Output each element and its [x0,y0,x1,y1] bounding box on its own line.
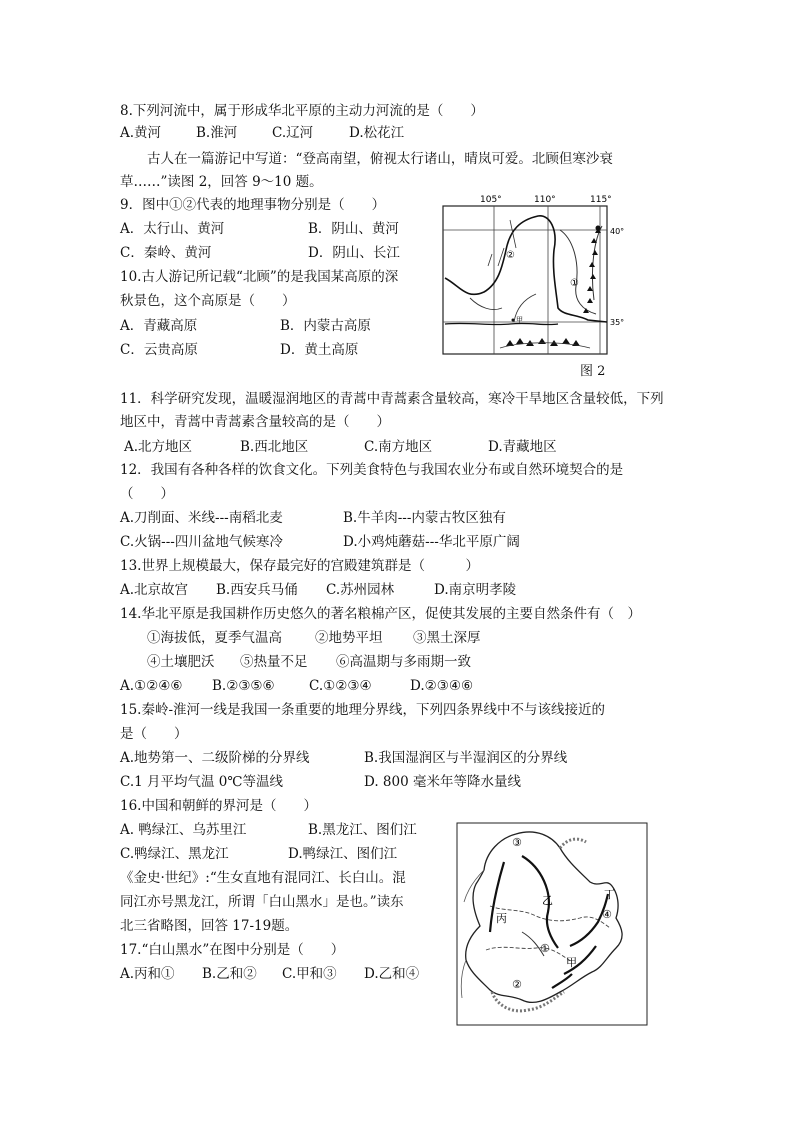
q14-option-b: B.②③⑤⑥ [212,678,275,694]
ne-marker-1: ① [540,942,550,955]
q12-option-d: D.小鸡炖蘑菇---华北平原广阔 [343,534,520,550]
q11-option-c: C.南方地区 [364,439,433,455]
q8-stem: 8.下列河流中，属于形成华北平原的主动力河流的是（ ） [120,103,484,119]
q17-stem: 17.“白山黑水”在图中分别是（ ） [120,942,345,958]
lon-label-105: 105° [480,195,502,205]
q14-option-c: C.①②③④ [309,678,372,694]
q8-option-c: C.辽河 [272,125,314,141]
q10-option-a: A．青藏高原 [120,318,198,334]
q11-stem-line1: 11．科学研究发现，温暖湿润地区的青蒿中青蒿素含量较高，寒冷干旱地区含量较低，下列 [120,391,664,407]
q12-stem-line2: （ ） [120,486,174,502]
intro-9-10-line2: 草……”读图 2，回答 9～10 题。 [120,174,323,190]
lon-label-110: 110° [534,195,556,205]
q11-option-d: D.青藏地区 [488,439,557,455]
q14-item-1: ①海拔低，夏季气温高 [147,630,282,646]
q10-option-d: D．黄土高原 [280,342,359,358]
q14-option-a: A.①②④⑥ [120,678,183,694]
lon-label-115: 115° [590,195,612,205]
q10-stem-line2: 秋景色，这个高原是（ ） [120,293,296,309]
q13-option-b: B.西安兵马俑 [216,582,298,598]
q11-option-a: A.北方地区 [124,439,193,455]
q8-option-b: B.淮河 [196,125,238,141]
q16-option-b: B.黑龙江、图们江 [308,822,417,838]
q10-option-b: B．内蒙古高原 [280,318,371,334]
q15-option-c: C.1 月平均气温 0℃等温线 [120,774,284,790]
q9-stem: 9．图中①②代表的地理事物分别是（ ） [120,197,386,213]
q14-item-5: ⑤热量不足 [240,654,308,670]
q10-stem-line1: 10.古人游记所记载“北顾”的是我国某高原的深 [120,269,399,285]
ne-marker-yi: 乙 [542,894,553,907]
q8-option-d: D.松花江 [349,125,405,141]
figure-2-caption-label: 图 2 [580,364,606,379]
q9-option-b: B．阴山、黄河 [308,221,399,237]
northeast-china-map [456,822,648,1026]
q15-option-b: B.我国湿润区与半湿润区的分界线 [364,750,568,766]
q14-item-3: ③黑土深厚 [413,630,481,646]
intro-17-19-line1: 《金史·世纪》:“生女直地有混同江、长白山。混 [120,870,406,886]
q13-option-a: A.北京故宫 [120,582,189,598]
q14-item-6: ⑥高温期与多雨期一致 [336,654,471,670]
ne-marker-2: ② [512,978,522,991]
map-figure-2 [440,190,630,358]
q17-option-b: B.乙和② [202,966,257,982]
q15-option-a: A.地势第一、二级阶梯的分界线 [120,750,310,766]
q17-option-c: C.甲和③ [282,966,337,982]
intro-9-10-line1: 古人在一篇游记中写道：“登高南望，俯视太行诸山，晴岚可爱。北顾但寒沙衰 [147,151,613,167]
ne-marker-4: ④ [602,908,612,921]
q17-option-a: A.丙和① [120,966,175,982]
lat-label-40: 40° [610,227,625,236]
q9-option-c: C．秦岭、黄河 [120,245,212,261]
q13-stem: 13.世界上规模最大，保存最完好的宫殿建筑群是（ ） [120,558,479,574]
q17-option-d: D.乙和④ [364,966,420,982]
q12-option-a: A.刀削面、米线---南稻北麦 [120,510,283,526]
q11-stem-line2: 地区中，青蒿中青蒿素含量较高的是（ ） [120,414,390,430]
marker-jia: 甲 [516,316,523,324]
q15-stem-line2: 是（ ） [120,726,188,742]
q14-option-d: D.②③④⑥ [410,678,474,694]
q9-option-a: A．太行山、黄河 [120,221,225,237]
q14-item-4: ④土壤肥沃 [147,654,215,670]
ne-marker-bing: 丙 [496,912,507,925]
q12-stem-line1: 12．我国有各种各样的饮食文化。下列美食特色与我国农业分布或自然环境契合的是 [120,462,624,478]
q15-stem-line1: 15.秦岭-淮河一线是我国一条重要的地理分界线，下列四条界线中不与该线接近的 [120,702,606,718]
lat-label-35: 35° [610,318,625,327]
q16-option-c: C.鸭绿江、黑龙江 [120,846,229,862]
ne-map-frame [457,823,647,1025]
ne-marker-jia: 甲 [566,956,577,969]
q12-option-b: B.牛羊肉---内蒙古牧区独有 [343,510,506,526]
q11-option-b: B.西北地区 [240,439,309,455]
q12-option-c: C.火锅---四川盆地气候寒冷 [120,534,283,550]
yellow-river-line [445,216,607,322]
q9-option-d: D．阴山、长江 [308,245,400,261]
ne-marker-3: ③ [512,836,522,849]
wei-river-line [445,323,558,324]
q8-option-a: A.黄河 [120,125,162,141]
intro-17-19-line3: 北三省略图，回答 17-19题。 [120,918,299,934]
q13-option-c: C.苏州园林 [326,582,395,598]
q16-option-a: A. 鸭绿江、乌苏里江 [120,822,247,838]
marker-2: ② [506,250,515,261]
marker-1: ① [570,278,579,289]
q14-stem: 14.华北平原是我国耕作历史悠久的著名粮棉产区，促使其发展的主要自然条件有（ ） [120,606,641,622]
q10-option-c: C．云贵高原 [120,342,198,358]
ne-marker-ding: 丁 [604,888,615,901]
q16-option-d: D.鸭绿江、图们江 [288,846,398,862]
q14-item-2: ②地势平坦 [315,630,383,646]
intro-17-19-line2: 同江亦号黑龙江，所谓「白山黑水」是也。”读东 [120,894,404,910]
province-boundaries [560,226,602,314]
q16-stem: 16.中国和朝鲜的界河是（ ） [120,798,317,814]
q13-option-d: D.南京明孝陵 [434,582,517,598]
q15-option-d: D. 800 毫米年等降水量线 [364,774,521,790]
map2-frame [443,206,607,354]
